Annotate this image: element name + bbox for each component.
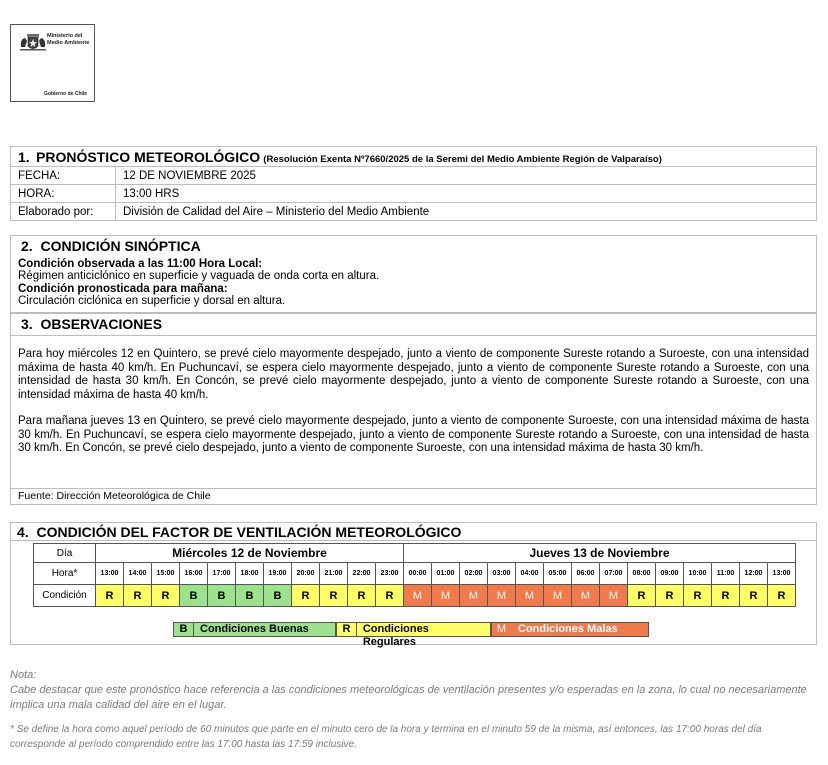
synoptic-condition-section: [10, 235, 817, 313]
hour-cell: 02:00: [460, 563, 488, 585]
time-value: 13:00 HRS: [116, 185, 817, 203]
observation-today: Para hoy miércoles 12 en Quintero, se prevé cielo mayormente despejado, junto a viento de componente Sureste rotando a Suroeste, con una intensidad máxima de hasta 40 km/h. En Puchuncaví, se espera cielo mayormente despejado, junto a viento de componente Sureste rotando a Suroeste, con una intensidad de hasta 30 km/h. En Concón, se prevé cielo mayormente despejado, junto a viento de componente Sureste rotando a Suroeste, con una intensidad máxima de hasta 40 km/h.: [18, 348, 809, 401]
hour-cell: 17:00: [208, 563, 236, 585]
condition-cell: R: [292, 585, 320, 607]
meteorological-forecast-table: [10, 146, 817, 221]
condition-cell: M: [432, 585, 460, 607]
section-1-header: [11, 147, 817, 167]
section-4-number: 4.: [17, 524, 29, 540]
hour-cell: 21:00: [320, 563, 348, 585]
condition-cell: M: [488, 585, 516, 607]
condition-cell: R: [768, 585, 796, 607]
hour-cell: 13:00: [768, 563, 796, 585]
condition-cell: M: [572, 585, 600, 607]
legend-regular-label: Condiciones Regulares: [362, 623, 429, 648]
logo-ministry-text: Ministerio del Medio Ambiente: [47, 33, 90, 46]
legend-regular: [336, 622, 491, 648]
observed-condition-text: Régimen anticiclónico en superficie y vaguada de onda corta en altura.: [18, 270, 380, 282]
condition-cell: M: [516, 585, 544, 607]
date-value: 12 DE NOVIEMBRE 2025: [116, 167, 817, 185]
footnote: * Se define la hora como aquel período de 60 minutos que parte en el minuto cero de la hora y termina en el minuto 59 de la misma, así entonces, las 17:00 horas del día corresponde al período comprendido entre las 17:00 hasta las 17:59 inclusive.: [10, 724, 762, 750]
hour-row-label: Hora*: [34, 563, 96, 585]
hour-cell: 22:00: [348, 563, 376, 585]
section-1-number: 1.: [18, 148, 30, 165]
hour-cell: 11:00: [712, 563, 740, 585]
condition-cell: M: [600, 585, 628, 607]
condition-cell: R: [124, 585, 152, 607]
hour-cell: 04:00: [516, 563, 544, 585]
section-2-number: 2.: [21, 238, 33, 254]
section-2-title: CONDICIÓN SINÓPTICA: [40, 238, 201, 254]
condition-cell: R: [320, 585, 348, 607]
hour-cell: 03:00: [488, 563, 516, 585]
condition-cell: R: [712, 585, 740, 607]
condition-cell: R: [96, 585, 124, 607]
observations-body: [11, 336, 816, 456]
hour-cell: 12:00: [740, 563, 768, 585]
observations-source: Fuente: Dirección Meteorológica de Chile: [11, 488, 816, 504]
hour-cell: 16:00: [180, 563, 208, 585]
legend-good-label: Condiciones Buenas: [200, 623, 309, 635]
hour-cell: 08:00: [628, 563, 656, 585]
author-value: División de Calidad del Aire – Ministerio del Medio Ambiente: [116, 203, 817, 221]
section-4-header: [11, 523, 816, 541]
author-label: Elaborado por:: [11, 203, 116, 221]
hour-cell: 13:00: [96, 563, 124, 585]
legend-bad-code: M: [492, 623, 512, 636]
condition-cell: M: [544, 585, 572, 607]
condition-cell: R: [628, 585, 656, 607]
condition-cell: R: [684, 585, 712, 607]
hour-cell: 18:00: [236, 563, 264, 585]
legend-regular-code: R: [337, 623, 357, 636]
day-row-label: Día: [34, 544, 96, 563]
ventilation-legend: [173, 622, 649, 648]
section-1-subtitle: (Resolución Exenta Nº7660/2025 de la Seremi del Medio Ambiente Región de Valparaíso): [263, 153, 662, 165]
condition-cell: B: [208, 585, 236, 607]
observations-section: [10, 313, 817, 505]
legend-bad-label: Condiciones Malas: [518, 623, 618, 635]
hour-cell: 10:00: [684, 563, 712, 585]
legend-good: [173, 622, 336, 637]
hour-cell: 00:00: [404, 563, 432, 585]
ministry-logo: [10, 24, 95, 102]
hour-cell: 19:00: [264, 563, 292, 585]
section-3-header: [11, 314, 816, 336]
forecast-condition-text: Circulación ciclónica en superficie y dorsal en altura.: [18, 295, 286, 307]
condition-cell: R: [152, 585, 180, 607]
hour-cell: 05:00: [544, 563, 572, 585]
forecast-condition-label: Condición pronosticada para mañana:: [18, 283, 228, 295]
hour-cell: 09:00: [656, 563, 684, 585]
legend-good-code: B: [174, 623, 194, 636]
legend-bad: [491, 622, 649, 637]
hour-cell: 20:00: [292, 563, 320, 585]
condition-cell: M: [404, 585, 432, 607]
hour-cell: 06:00: [572, 563, 600, 585]
condition-row-label: Condición: [34, 585, 96, 607]
section-2-header: [21, 238, 809, 254]
ventilation-table: [33, 543, 796, 607]
note-text: Cabe destacar que este pronóstico hace referencia a las condiciones meteorológicas de ventilación presentes y/o esperadas en la zona, lo cual no necesariamente implica una mala calidad del aire en el lugar.: [10, 684, 807, 711]
section-3-title: OBSERVACIONES: [40, 316, 163, 332]
hour-cell: 14:00: [124, 563, 152, 585]
time-label: HORA:: [11, 185, 116, 203]
hour-cell: 15:00: [152, 563, 180, 585]
date-label: FECHA:: [11, 167, 116, 185]
section-1-title: PRONÓSTICO METEOROLÓGICO: [36, 148, 261, 165]
condition-cell: B: [180, 585, 208, 607]
hour-cell: 07:00: [600, 563, 628, 585]
day-header-1: Jueves 13 de Noviembre: [404, 544, 796, 563]
condition-cell: R: [656, 585, 684, 607]
section-3-number: 3.: [21, 316, 33, 332]
day-header-0: Miércoles 12 de Noviembre: [96, 544, 404, 563]
condition-cell: R: [376, 585, 404, 607]
hour-cell: 23:00: [376, 563, 404, 585]
condition-cell: B: [264, 585, 292, 607]
condition-cell: M: [460, 585, 488, 607]
section-4-title: CONDICIÓN DEL FACTOR DE VENTILACIÓN METEOROLÓGICO: [36, 524, 462, 540]
observed-condition-label: Condición observada a las 11:00 Hora Local:: [18, 258, 263, 270]
condition-cell: R: [348, 585, 376, 607]
hour-cell: 01:00: [432, 563, 460, 585]
condition-cell: R: [740, 585, 768, 607]
observation-tomorrow: Para mañana jueves 13 en Quintero, se prevé cielo mayormente despejado, junto a viento de componente Suroeste, con una intensidad máxima de hasta 30 km/h. En Puchuncaví, se espera cielo mayormente despejado, junto a viento de componente Sureste rotando a Suroeste, con una intensidad de hasta 30 km/h. En Concón, se prevé cielo despejado, junto a viento de componente Suroeste, con una intensidad máxima de hasta 30 km/h.: [18, 415, 809, 454]
note: [10, 668, 818, 713]
logo-government-text: Gobierno de Chile: [44, 91, 88, 97]
condition-cell: B: [236, 585, 264, 607]
chile-coat-of-arms-icon: [18, 33, 48, 53]
note-label: Nota:: [10, 669, 37, 681]
